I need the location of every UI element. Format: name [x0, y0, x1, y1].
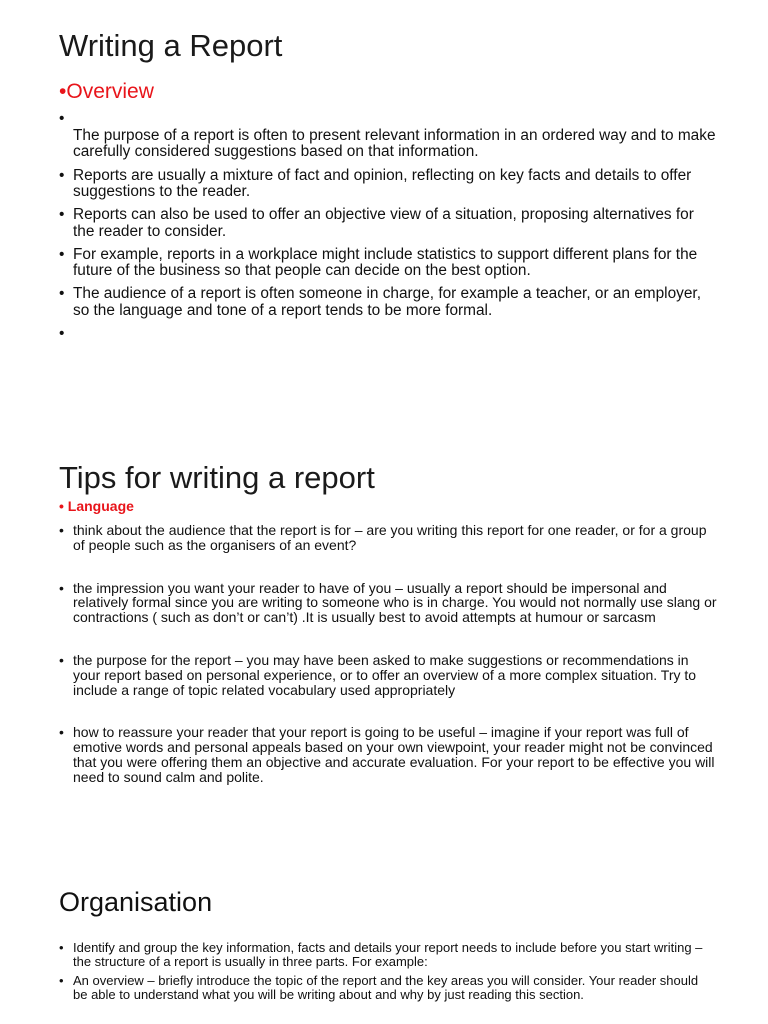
list-item: • The audience of a report is often someone in charge, for example a teacher, or an employer, so the language and tone of a report tends to be more formal.: [59, 286, 719, 319]
list-item: • how to reassure your reader that your report is going to be useful – imagine if your report was full of emotive words and personal appeals based on your own viewpoint, your reader might not be convinced that you were offering them an objective and accurate evaluation. For your report to be effective you will need to sound calm and polite.: [59, 725, 719, 784]
slide-title: Writing a Report: [59, 28, 283, 63]
overview-heading: • Overview: [59, 80, 154, 104]
list-item: • The purpose of a report is often to present relevant information in an ordered way and to make carefully considered suggestions based on that information.: [59, 111, 719, 161]
list-item: • Identify and group the key information, facts and details your report needs to include before you start writing – the structure of a report is usually in three parts. For example:: [59, 941, 709, 968]
list-item: • Reports are usually a mixture of fact and opinion, reflecting on key facts and details to offer suggestions to the reader.: [59, 168, 719, 201]
language-heading: • Language: [59, 498, 134, 514]
list-item: • think about the audience that the report is for – are you writing this report for one reader, or for a group of people such as the organisers of an event?: [59, 523, 719, 553]
slide-title: Tips for writing a report: [59, 460, 375, 495]
list-item: • Reports can also be used to offer an objective view of a situation, proposing alternatives for the reader to consider.: [59, 207, 719, 240]
list-item: • the impression you want your reader to have of you – usually a report should be impersonal and relatively formal since you are writing to someone who is in charge. You would not normally use slang or contractions ( such as don’t or can’t) .It is usually best to avoid attempts at humour or sarcasm: [59, 581, 719, 625]
list-item: • the purpose for the report – you may have been asked to make suggestions or recommendations in your report based on personal experience, or to offer an overview of a more complex situation. Try to include a range of topic related vocabulary used appropriately: [59, 653, 719, 697]
list-item: • An overview – briefly introduce the topic of the report and the key areas you will consider. Your reader should be able to understand what you will be writing about and why by just reading this section.: [59, 974, 709, 1001]
bullet-list: [59, 111, 719, 349]
slide-title: Organisation: [59, 887, 213, 917]
bullet-list: [59, 523, 719, 813]
bullet-list: [59, 941, 709, 1007]
list-item: • For example, reports in a workplace might include statistics to support different plans for the future of the business so that people can decide on the best option.: [59, 247, 719, 280]
empty-list-item: [59, 326, 719, 342]
